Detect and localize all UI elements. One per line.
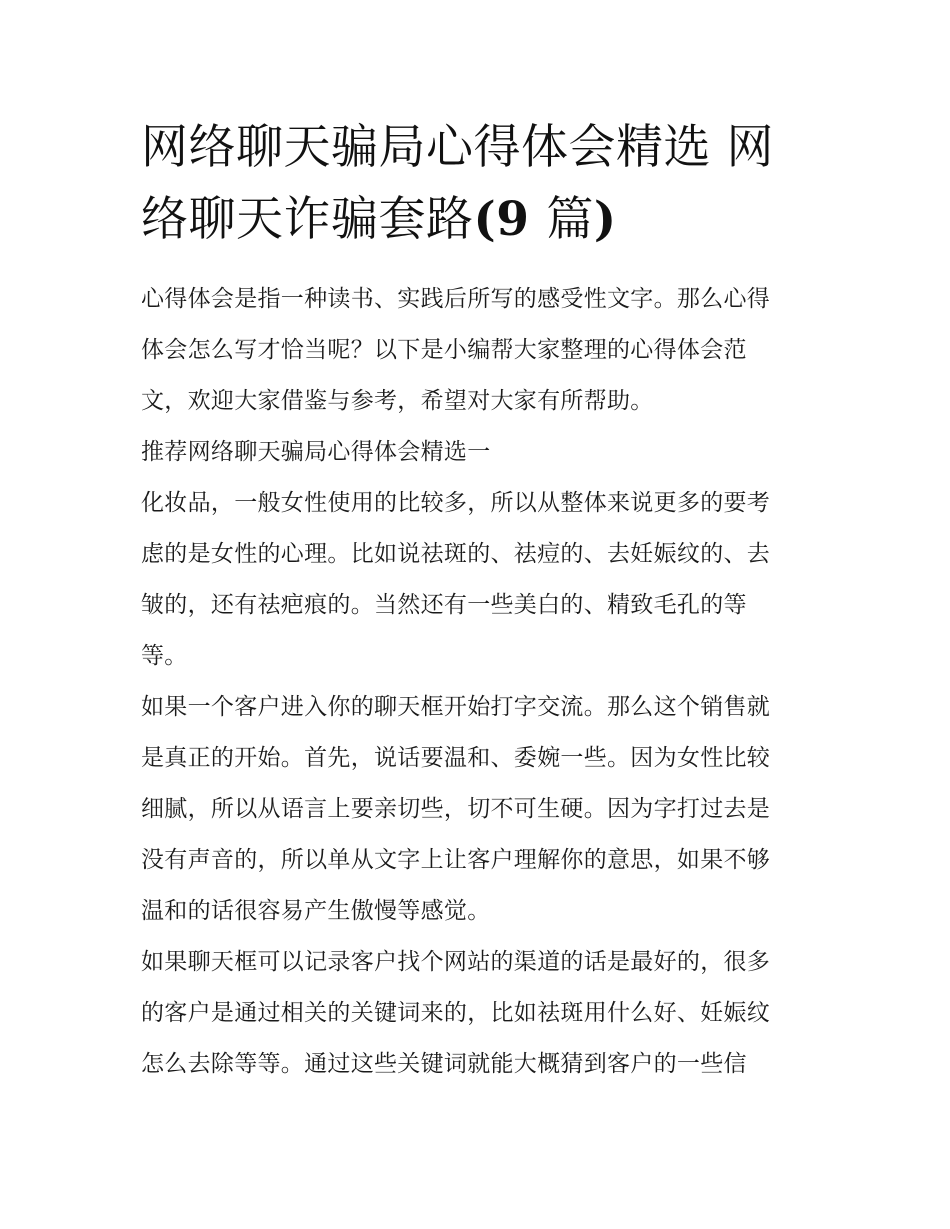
body-paragraph bbox=[141, 682, 813, 937]
title-line-2-text: 络聊天诈骗套路 bbox=[141, 192, 474, 247]
title-count-close: ) bbox=[593, 192, 617, 247]
text-line: 没有声音的，所以单从文字上让客户理解你的意思，如果不够 bbox=[141, 847, 771, 873]
text-line: 细腻，所以从语言上要亲切些，切不可生硬。因为字打过去是 bbox=[141, 796, 771, 822]
text-line: 心得体会是指一种读书、实践后所写的感受性文字。那么心得 bbox=[141, 286, 771, 312]
text-line: 推荐网络聊天骗局心得体会精选一 bbox=[141, 439, 491, 465]
document-body bbox=[141, 274, 813, 1090]
section-heading bbox=[141, 427, 813, 478]
title-line-1: 网络聊天骗局心得体会精选 网 bbox=[141, 120, 774, 175]
text-line: 体会怎么写才恰当呢？以下是小编帮大家整理的心得体会范 bbox=[141, 337, 747, 363]
document-title bbox=[141, 112, 813, 256]
body-paragraph bbox=[141, 937, 813, 1090]
text-line: 如果一个客户进入你的聊天框开始打字交流。那么这个销售就 bbox=[141, 694, 771, 720]
text-line: 的客户是通过相关的关键词来的，比如祛斑用什么好、妊娠纹 bbox=[141, 1000, 771, 1026]
text-line: 是真正的开始。首先，说话要温和、委婉一些。因为女性比较 bbox=[141, 745, 771, 771]
text-line: 虑的是女性的心理。比如说祛斑的、祛痘的、去妊娠纹的、去 bbox=[141, 541, 771, 567]
text-line: 温和的话很容易产生傲慢等感觉。 bbox=[141, 898, 491, 924]
text-line: 皱的，还有祛疤痕的。当然还有一些美白的、精致毛孔的等 bbox=[141, 592, 747, 618]
title-line-2 bbox=[141, 184, 813, 256]
title-count-unit: 篇 bbox=[546, 192, 594, 247]
text-line: 如果聊天框可以记录客户找个网站的渠道的话是最好的，很多 bbox=[141, 949, 771, 975]
body-paragraph bbox=[141, 478, 813, 682]
text-line: 化妆品，一般女性使用的比较多，所以从整体来说更多的要考 bbox=[141, 490, 771, 516]
intro-paragraph bbox=[141, 274, 813, 427]
text-line: 怎么去除等等。通过这些关键词就能大概猜到客户的一些信 bbox=[141, 1051, 747, 1077]
title-count-open: (9 bbox=[473, 192, 547, 247]
text-line: 文，欢迎大家借鉴与参考，希望对大家有所帮助。 bbox=[141, 388, 654, 414]
document-page bbox=[141, 112, 813, 1090]
text-line: 等。 bbox=[141, 643, 188, 669]
